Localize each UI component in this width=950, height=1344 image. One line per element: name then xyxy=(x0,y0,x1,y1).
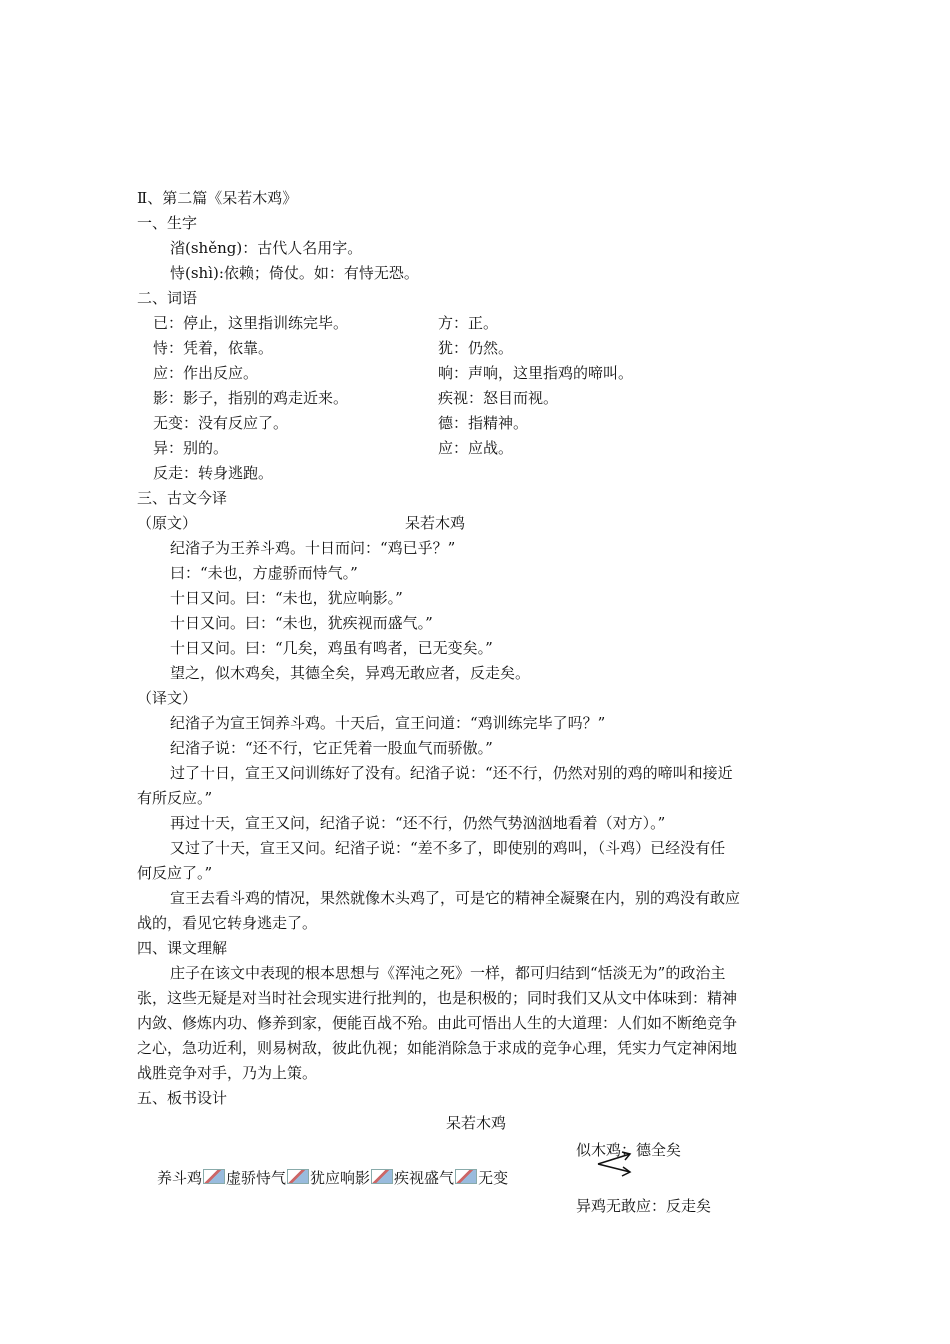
section-heading: 五、板书设计 xyxy=(137,1089,228,1107)
section-heading: 四、课文理解 xyxy=(137,939,228,957)
yiwen-line: 战的，看见它转身逃走了。 xyxy=(137,914,318,932)
paragraph-line: 庄子在该文中表现的根本思想与《浑沌之死》一样，都可归结到“恬淡无为”的政治主 xyxy=(170,964,726,982)
term-left: 异：别的。 xyxy=(153,439,229,457)
yiwen-line: 宣王去看斗鸡的情况，果然就像木头鸡了，可是它的精神全凝聚在内，别的鸡没有敢应 xyxy=(170,889,741,907)
paragraph-line: 战胜竞争对手，乃为上策。 xyxy=(137,1064,318,1082)
vocab-char: 恃(shì):依赖；倚仗。如：有恃无恐。 xyxy=(170,264,419,282)
paragraph-line: 张，这些无疑是对当时社会现实进行批判的，也是积极的；同时我们又从文中体味到：精神 xyxy=(137,989,738,1007)
arrow-image-icon xyxy=(455,1169,477,1184)
arrow-image-icon xyxy=(287,1169,309,1184)
label-yiwen: （译文） xyxy=(137,689,198,707)
doc-title: Ⅱ、第二篇《呆若木鸡》 xyxy=(137,189,298,207)
term-right: 疾视：怒目而视。 xyxy=(438,389,559,407)
chain-step: 虚骄恃气 xyxy=(226,1169,287,1187)
term-left: 恃：凭着，依靠。 xyxy=(153,339,274,357)
term-right: 犹：仍然。 xyxy=(438,339,514,357)
section-heading: 三、古文今译 xyxy=(137,489,228,507)
board-chain xyxy=(157,1168,508,1188)
yiwen-line: 又过了十天，宣王又问。纪渻子说：“差不多了，即使别的鸡叫，（斗鸡）已经没有任 xyxy=(170,839,726,857)
vocab-char: 渻(shěng)：古代人名用字。 xyxy=(170,239,363,257)
yuanwen-line: 望之，似木鸡矣，其德全矣，异鸡无敢应者，反走矣。 xyxy=(170,664,531,682)
yuanwen-line: 十日又问。曰：“未也，犹疾视而盛气。” xyxy=(170,614,433,632)
section-heading: 二、词语 xyxy=(137,289,198,307)
term-right: 德：指精神。 xyxy=(438,414,529,432)
term-right: 响：声响，这里指鸡的啼叫。 xyxy=(438,364,634,382)
branch-arrows-icon xyxy=(592,1150,642,1178)
label-yuanwen: （原文） xyxy=(137,514,198,532)
yiwen-line: 再过十天，宣王又问，纪渻子说：“还不行，仍然气势汹汹地看着（对方）。” xyxy=(170,814,666,832)
board-title: 呆若木鸡 xyxy=(446,1114,507,1132)
chain-step: 养斗鸡 xyxy=(157,1169,203,1187)
term-left: 影：影子，指别的鸡走近来。 xyxy=(153,389,349,407)
yiwen-line: 有所反应。” xyxy=(137,789,213,807)
yuanwen-line: 十日又问。曰：“未也，犹应响影。” xyxy=(170,589,403,607)
text-title: 呆若木鸡 xyxy=(405,514,466,532)
term-right: 应：应战。 xyxy=(438,439,514,457)
arrow-image-icon xyxy=(203,1169,225,1184)
chain-step: 无变 xyxy=(478,1169,509,1187)
section-heading: 一、生字 xyxy=(137,214,198,232)
yiwen-line: 纪渻子为宣王饲养斗鸡。十天后，宣王问道：“鸡训练完毕了吗？” xyxy=(170,714,606,732)
yiwen-line: 纪渻子说：“还不行，它正凭着一股血气而骄傲。” xyxy=(170,739,493,757)
yiwen-line: 何反应了。” xyxy=(137,864,213,882)
term-left: 无变：没有反应了。 xyxy=(153,414,289,432)
yiwen-line: 过了十日，宣王又问训练好了没有。纪渻子说：“还不行，仍然对别的鸡的啼叫和接近 xyxy=(170,764,733,782)
term-left: 应：作出反应。 xyxy=(153,364,259,382)
board-bottom-branch: 异鸡无敢应：反走矣 xyxy=(576,1197,712,1215)
term-right: 方：正。 xyxy=(438,314,499,332)
yuanwen-line: 曰：“未也，方虚骄而恃气。” xyxy=(170,564,358,582)
term-left: 已：停止，这里指训练完毕。 xyxy=(153,314,349,332)
term-left: 反走：转身逃跑。 xyxy=(153,464,274,482)
arrow-image-icon xyxy=(371,1169,393,1184)
paragraph-line: 之心，急功近利，则易树敌，彼此仇视；如能消除急于求成的竞争心理，凭实力气定神闲地 xyxy=(137,1039,738,1057)
board-top-branch: 似木鸡：德全矣 xyxy=(576,1141,682,1159)
chain-step: 疾视盛气 xyxy=(394,1169,455,1187)
yuanwen-line: 十日又问。曰：“几矣，鸡虽有鸣者，已无变矣。” xyxy=(170,639,493,657)
yuanwen-line: 纪渻子为王养斗鸡。十日而问：“鸡已乎？” xyxy=(170,539,456,557)
chain-step: 犹应响影 xyxy=(310,1169,371,1187)
paragraph-line: 内敛、修炼内功、修养到家，便能百战不殆。由此可悟出人生的大道理：人们如不断绝竞争 xyxy=(137,1014,738,1032)
